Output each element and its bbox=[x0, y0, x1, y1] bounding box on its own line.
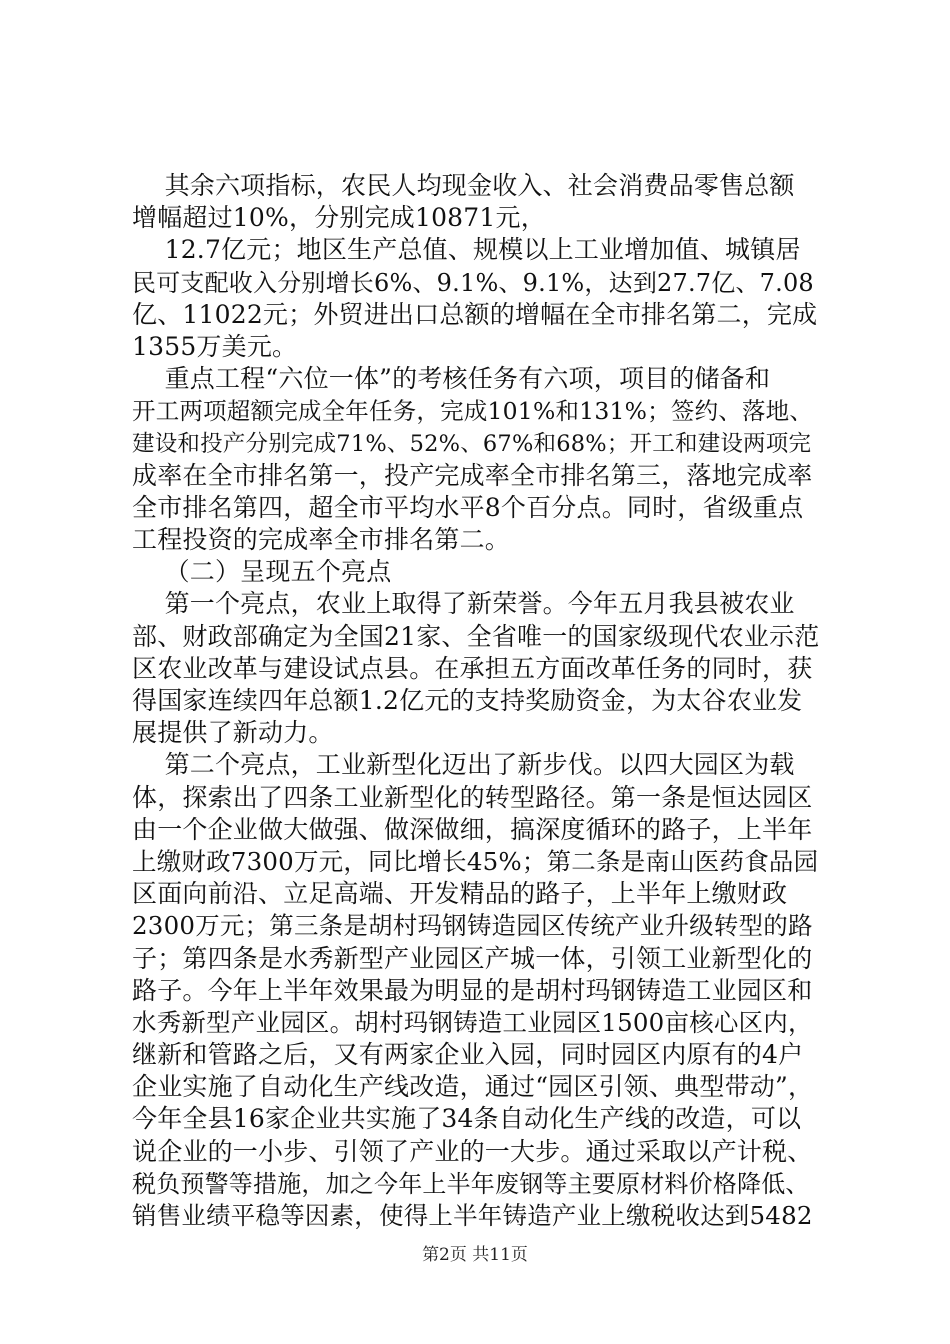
text-line: 建设和投产分别完成71%、52%、67%和68%；开工和建设两项完 bbox=[132, 430, 812, 457]
text-line: 销售业绩平稳等因素，使得上半年铸造产业上缴税收达到5482 bbox=[132, 1201, 813, 1230]
text-line: （二）呈现五个亮点 bbox=[132, 557, 392, 587]
text-line: 部、财政部确定为全国21家、全省唯一的国家级现代农业示范 bbox=[132, 621, 820, 651]
document-body bbox=[132, 170, 822, 1232]
text-line: 其余六项指标，农民人均现金收入、社会消费品零售总额 bbox=[132, 171, 795, 200]
text-line: 区面向前沿、立足高端、开发精品的路子，上半年上缴财政 bbox=[132, 879, 788, 909]
text-line: 重点工程“六位一体”的考核任务有六项，项目的储备和 bbox=[132, 364, 771, 394]
text-line: 全市排名第四，超全市平均水平8个百分点。同时，省级重点 bbox=[132, 492, 804, 522]
text-line: 体，探索出了四条工业新型化的转型路径。第一条是恒达园区 bbox=[132, 782, 813, 812]
page-footer bbox=[0, 1244, 950, 1266]
text-line: 水秀新型产业园区。胡村玛钢铸造工业园区1500亩核心区内， bbox=[132, 1007, 813, 1037]
text-line: 民可支配收入分别增长6%、9.1%、9.1%，达到27.7亿、7.08 bbox=[132, 268, 814, 297]
text-line: 上缴财政7300万元，同比增长45%；第二条是南山医药食品园 bbox=[132, 846, 819, 876]
text-line: 子；第四条是水秀新型产业园区产城一体，引领工业新型化的 bbox=[132, 943, 813, 973]
text-line: 第二个亮点，工业新型化迈出了新步伐。以四大园区为载 bbox=[132, 750, 795, 780]
text-line: 12.7亿元；地区生产总值、规模以上工业增加值、城镇居 bbox=[132, 235, 801, 265]
text-line: 说企业的一小步、引领了产业的一大步。通过采取以产计税、 bbox=[132, 1136, 813, 1166]
text-line: 2300万元；第三条是胡村玛钢铸造园区传统产业升级转型的路 bbox=[132, 911, 813, 941]
text-line: 增幅超过10%，分别完成10871元， bbox=[132, 203, 546, 233]
text-line: 由一个企业做大做强、做深做细，搞深度循环的路子，上半年 bbox=[132, 814, 813, 844]
text-line: 继新和管路之后，又有两家企业入园，同时园区内原有的4户 bbox=[132, 1040, 804, 1070]
text-line: 今年全县16家企业共实施了34条自动化生产线的改造，可以 bbox=[132, 1104, 802, 1134]
text-line: 第一个亮点，农业上取得了新荣誉。今年五月我县被农业 bbox=[132, 589, 795, 619]
page-number-label: 第2页 共11页 bbox=[422, 1245, 528, 1265]
text-line: 1355万美元。 bbox=[132, 331, 298, 361]
text-line: 企业实施了自动化生产线改造，通过“园区引领、典型带动”， bbox=[132, 1072, 814, 1102]
text-line: 成率在全市排名第一，投产完成率全市排名第三，落地完成率 bbox=[132, 460, 813, 490]
text-line: 开工两项超额完成全年任务，完成101%和131%；签约、落地、 bbox=[132, 397, 814, 426]
text-line: 亿、11022元；外贸进出口总额的增幅在全市排名第二，完成 bbox=[132, 299, 818, 329]
text-line: 路子。今年上半年效果最为明显的是胡村玛钢铸造工业园区和 bbox=[132, 975, 813, 1005]
text-line: 得国家连续四年总额1.2亿元的支持奖励资金，为太谷农业发 bbox=[132, 686, 803, 715]
text-line: 工程投资的完成率全市排名第二。 bbox=[132, 525, 511, 555]
text-line: 区农业改革与建设试点县。在承担五方面改革任务的同时，获 bbox=[132, 653, 813, 683]
text-line: 税负预警等措施，加之今年上半年废钢等主要原材料价格降低、 bbox=[132, 1169, 810, 1198]
text-line: 展提供了新动力。 bbox=[132, 718, 334, 748]
